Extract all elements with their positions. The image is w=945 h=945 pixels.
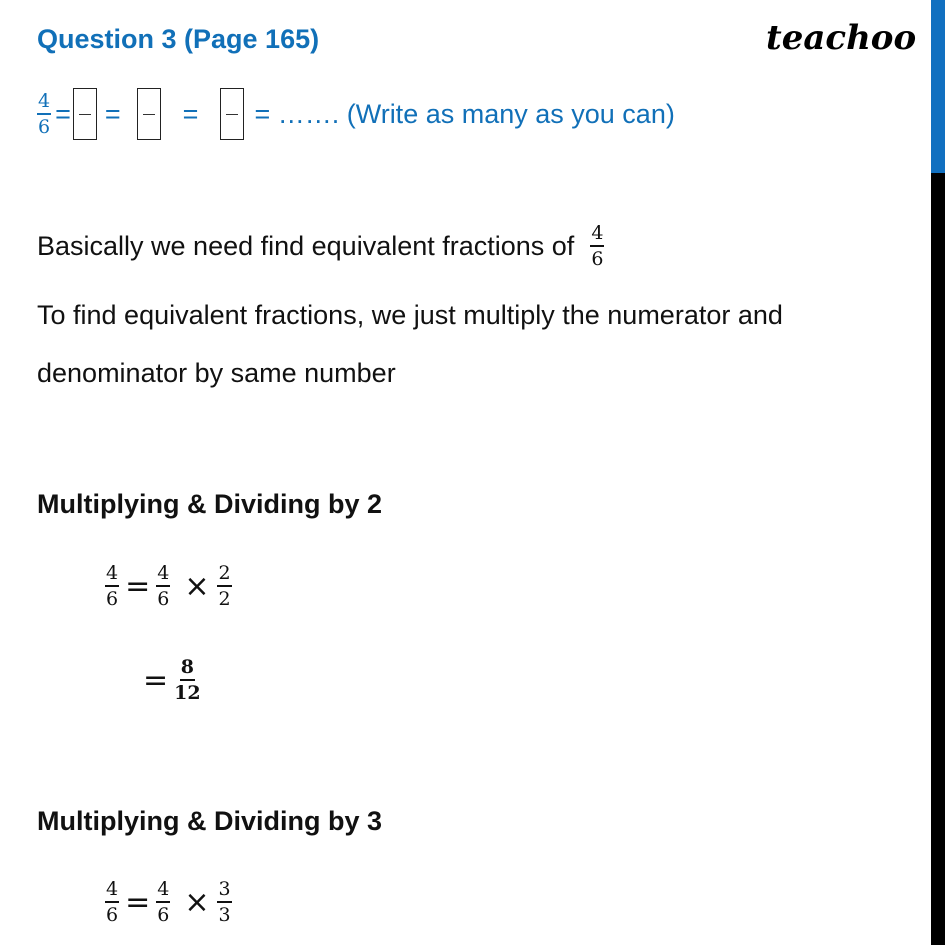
question-fraction: $\frac{4}{6}$ <box>38 89 51 138</box>
equation-by-2-step1: $\frac{4}{6}$ = $\frac{4}{6}$ × $\frac{2}{2}$ <box>106 562 231 610</box>
section-heading-by-2: Multiplying & Dividing by 2 <box>37 489 383 519</box>
paragraph-method-line2: denominator by same number <box>37 358 396 388</box>
section-heading-by-3: Multiplying & Dividing by 3 <box>37 806 383 836</box>
blank-fraction-box-1 <box>73 88 97 140</box>
side-strip-blue <box>931 0 945 173</box>
teachoo-logo: teachoo <box>766 18 917 58</box>
equals-sign: = <box>55 98 71 129</box>
blank-fraction-box-2 <box>137 88 161 140</box>
equals-sign: = <box>182 98 199 129</box>
multiply-icon: × <box>184 885 210 920</box>
blank-fraction-box-3 <box>220 88 244 140</box>
question-line <box>37 88 675 140</box>
equation-by-3-step1: $\frac{4}{6}$ = $\frac{4}{6}$ × $\frac{3}{3}$ <box>106 878 231 926</box>
multiply-icon: × <box>184 569 210 604</box>
paragraph-method-line1: To find equivalent fractions, we just multiply the numerator and <box>37 300 783 330</box>
question-tail: = ……. (Write as many as you can) <box>254 98 675 129</box>
paragraph-intro: Basically we need find equivalent fractions of $\frac{4}{6}$ <box>37 222 604 270</box>
equals-sign: = <box>104 98 121 129</box>
intro-fraction: $\frac{4}{6}$ <box>591 222 604 270</box>
page-title: Question 3 (Page 165) <box>37 24 320 54</box>
side-strip-black <box>931 173 945 945</box>
equation-by-2-result: = $\frac{8}{12}$ <box>143 656 201 704</box>
